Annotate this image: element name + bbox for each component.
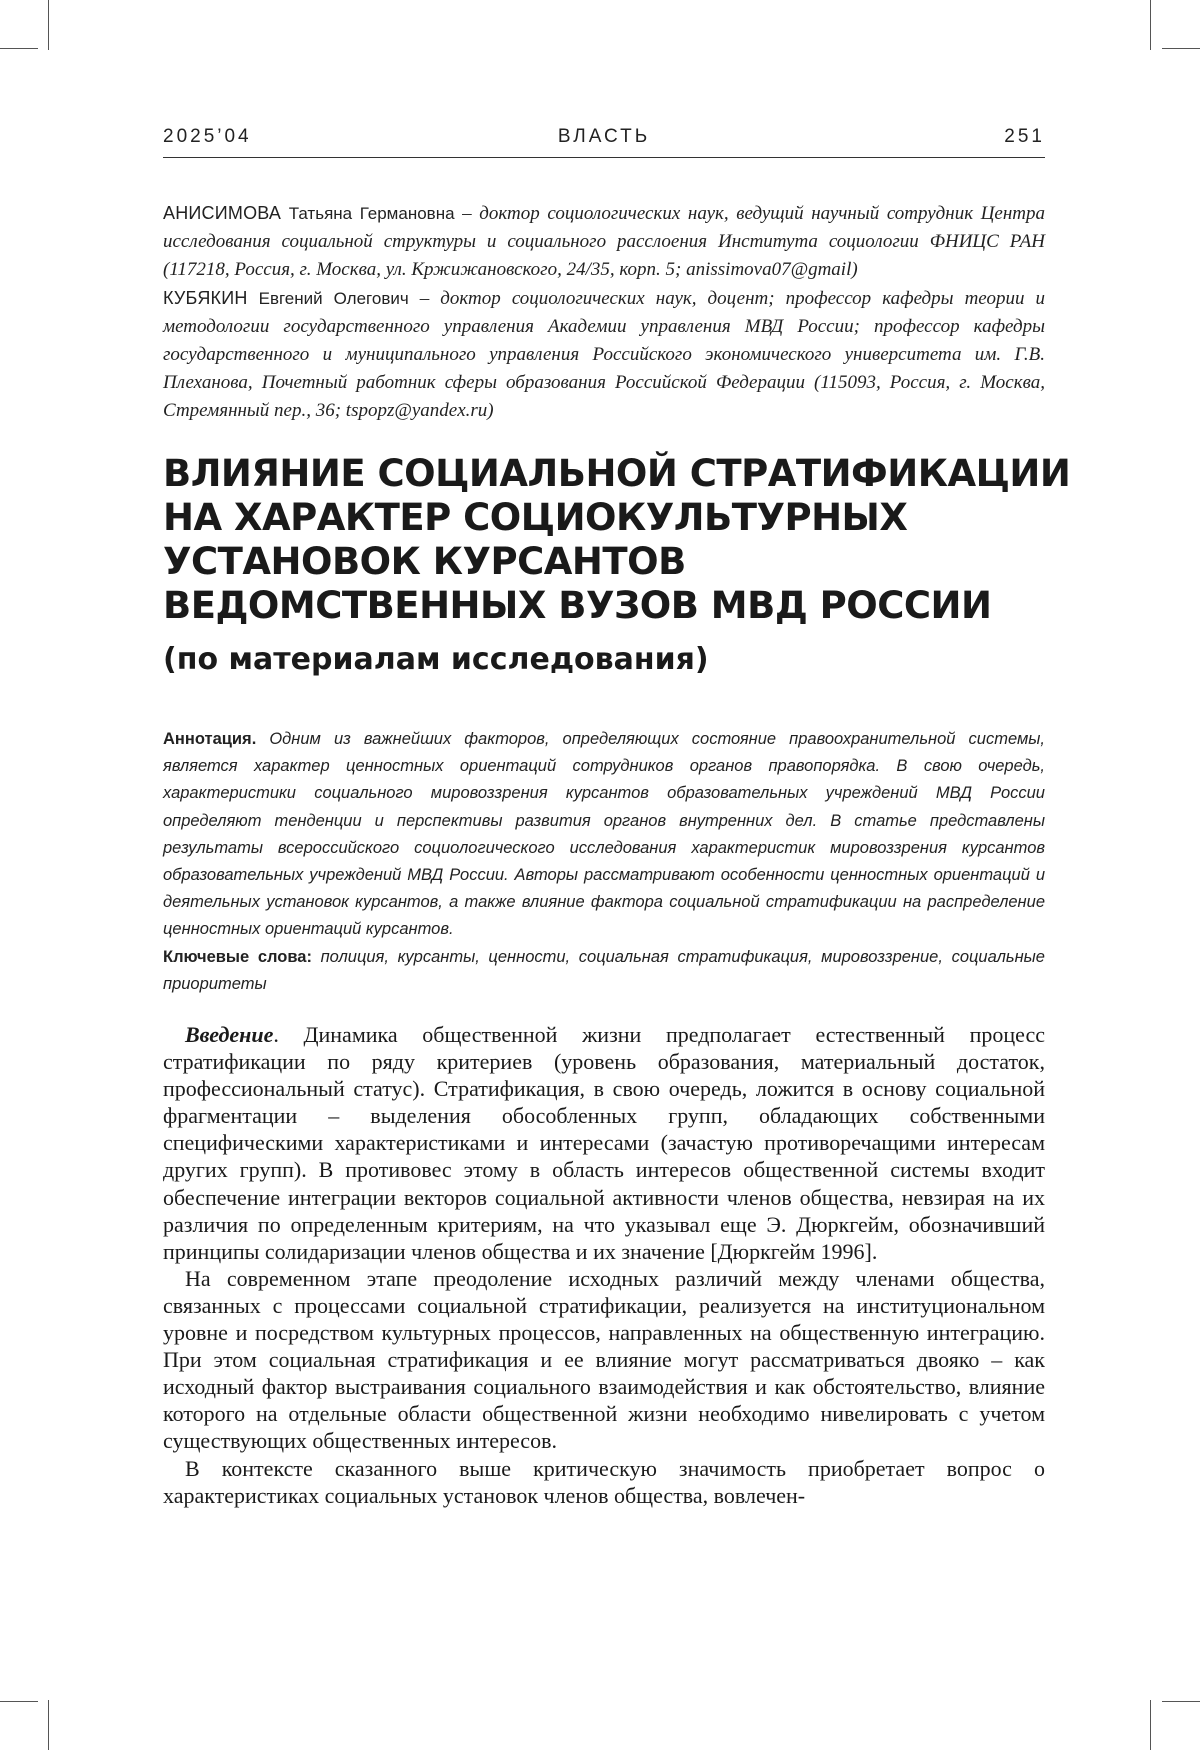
abstract-text: Одним из важнейших факторов, определяющих состояние правоохранительной системы, является характер ценностных ориентаций сотрудников органов правопорядка. В свою очередь, характеристики социального мировоззрения курсантов образовательных учреждений МВД России определяют тенденции и перспективы развития органов внутренних дел. В статье представлены результаты всероссийского социологического исследования характеристик мировоззрения курсантов образовательных учреждений МВД России. Авторы рассматривают особенности ценностных ориентаций и деятельных установок курсантов, а также влияние фактора социальной стратификации на распределение ценностных ориентаций курсантов. [163,730,1045,938]
header-rule [163,157,1045,158]
abstract-block [163,726,1045,998]
crop-mark-bottom-left-h [0,1701,38,1702]
article-title [163,452,1045,628]
issue-number: 2025’04 [163,126,252,148]
crop-mark-bottom-right-v [1150,1700,1151,1750]
keywords-text: полиция, курсанты, ценности, социальная стратификация, мировоззрение, социальные приоритеты [163,948,1045,993]
intro-label: Введение [185,1022,273,1047]
abstract-label: Аннотация. [163,730,256,748]
crop-mark-bottom-right-h [1162,1701,1200,1702]
title-line-2: НА ХАРАКТЕР СОЦИОКУЛЬТУРНЫХ [163,496,1045,540]
author-1-given-names: Татьяна Германовна [289,204,455,223]
title-line-3: УСТАНОВОК КУРСАНТОВ [163,540,1045,584]
running-header [163,126,1045,152]
body-paragraph-1 [163,1021,1045,1265]
crop-mark-top-right-v [1150,0,1151,50]
crop-mark-top-left-v [48,0,49,50]
author-2 [163,284,1045,425]
intro-text: . Динамика общественной жизни предполагает естественный процесс стратификации по ряду критериев (уровень образования, материальный достаток, профессиональный статус). Стратификация, в свою очередь, ложится в основу социальной фрагментации – выделения обособленных групп, обладающих собственными специфическими характеристиками и интересами (зачастую противоречащими интересам других групп). В противовес этому в область интересов общественной системы входит обеспечение интеграции векторов социальной активности членов общества, невзирая на их различия по определенным критериям, на что указывал еще Э. Дюркгейм, обозначивший принципы солидаризации членов общества и их значение [Дюркгейм 1996]. [163,1022,1045,1264]
page-number: 251 [1004,126,1045,148]
title-line-4: ВЕДОМСТВЕННЫХ ВУЗОВ МВД РОССИИ [163,584,1045,628]
author-2-affiliation: – доктор социологических наук, доцент; профессор кафедры теории и методологии государственного управления Академии управления МВД России; профессор кафедры государственного и муниципального управления Российского экономического университета им. Г.В. Плеханова, Почетный работник сферы образования Российской Федерации (115093, Россия, г. Москва, Стремянный пер., 36; tspopz@yandex.ru) [163,288,1045,421]
body-paragraph-2: На современном этапе преодоление исходных различий между членами общества, связанных с процессами социальной стратификации, реализуется на институциональном уровне и посредством культурных процессов, направленных на общественную интеграцию. При этом социальная стратификация и ее влияние могут рассматриваться двояко – как исходный фактор выстраивания социального взаимодействия и как обстоятельство, влияние которого на отдельные области общественной жизни необходимо нивелировать с учетом существующих общественных интересов. [163,1265,1045,1455]
crop-mark-top-right-h [1162,48,1200,49]
author-1-surname: АНИСИМОВА [163,203,281,223]
author-info [163,199,1045,425]
keywords-label: Ключевые слова: [163,948,312,966]
body-paragraph-3: В контексте сказанного выше критическую значимость приобретает вопрос о характеристиках социальных установок членов общества, вовлечен- [163,1455,1045,1509]
title-line-1: ВЛИЯНИЕ СОЦИАЛЬНОЙ СТРАТИФИКАЦИИ [163,452,1045,496]
author-1-affiliation: – доктор социологических наук, ведущий научный сотрудник Центра исследования социальной структуры и социального расслоения Института социологии ФНИЦС РАН (117218, Россия, г. Москва, ул. Кржижановского, 24/35, корп. 5; anissimova07@gmail) [163,203,1045,280]
article-subtitle: (по материалам исследования) [163,642,1045,678]
crop-mark-bottom-left-v [48,1700,49,1750]
crop-mark-top-left-h [0,48,38,49]
abstract-paragraph [163,726,1045,944]
article-body [163,1021,1045,1509]
author-1 [163,199,1045,284]
journal-name: ВЛАСТЬ [163,126,1045,148]
author-2-surname: КУБЯКИН [163,288,248,308]
author-2-given-names: Евгений Олегович [259,289,409,308]
keywords-paragraph [163,944,1045,998]
